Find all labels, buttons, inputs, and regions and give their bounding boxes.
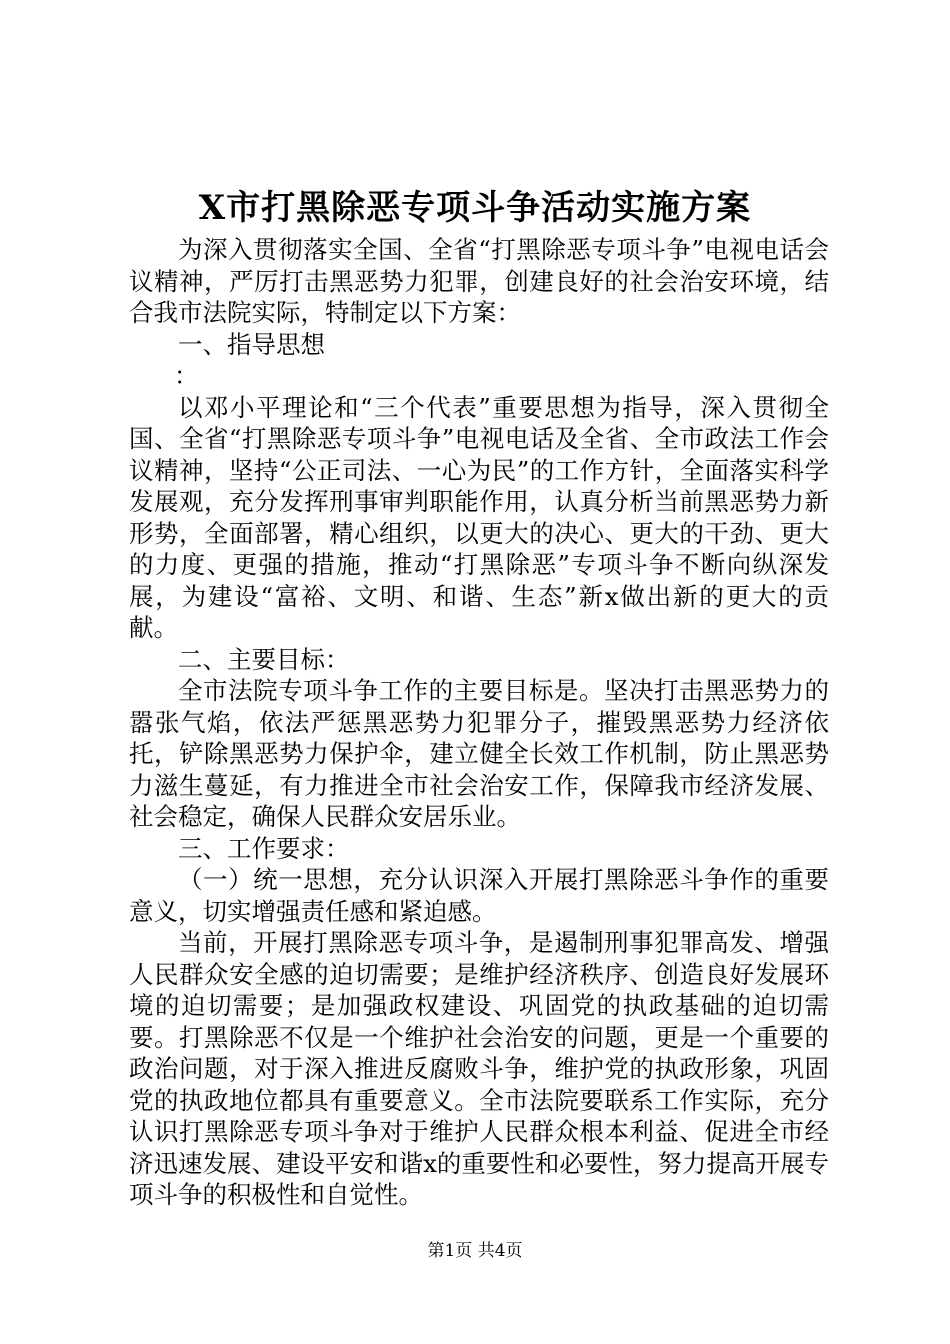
section-heading-work-requirements: 三、工作要求： bbox=[178, 833, 350, 863]
document-body bbox=[129, 234, 829, 1211]
document-title: X市打黑除恶专项斗争活动实施方案 bbox=[198, 188, 752, 228]
requirement-one-heading: （一）统一思想，充分认识深入开展打黑除恶斗争作的重要意义，切实增强责任感和紧迫感。 bbox=[129, 865, 829, 926]
page-number-footer: 第1页 共4页 bbox=[427, 1241, 523, 1261]
section-heading-guiding-ideology: 一、指导思想 bbox=[178, 329, 325, 359]
guiding-ideology-paragraph: 以邓小平理论和“三个代表”重要思想为指导，深入贯彻全国、全省“打黑除恶专项斗争”电视电话及全省、全市政法工作会议精神，坚持“公正司法、一心为民”的工作方针，全面落实科学发展观，充分发挥刑事审判职能作用，认真分析当前黑恶势力新形势，全面部署，精心组织，以更大的决心、更大的干劲、更大的力度、更强的措施，推动“打黑除恶”专项斗争不断向纵深发展，为建设“富裕、文明、和谐、生态”新x做出新的更大的贡献。 bbox=[129, 392, 829, 642]
requirement-one-paragraph: 当前，开展打黑除恶专项斗争，是遏制刑事犯罪高发、增强人民群众安全感的迫切需要；是维护经济秩序、创造良好发展环境的迫切需要；是加强政权建设、巩固党的执政基础的迫切需要。打黑除恶不仅是一个维护社会治安的问题，更是一个重要的政治问题，对于深入推进反腐败斗争，维护党的执政形象，巩固党的执政地位都具有重要意义。全市法院要联系工作实际，充分认识打黑除恶专项斗争对于维护人民群众根本利益、促进全市经济迅速发展、建设平安和谐x的重要性和必要性，努力提高开展专项斗争的积极性和自觉性。 bbox=[129, 928, 829, 1209]
main-goals-paragraph: 全市法院专项斗争工作的主要目标是。坚决打击黑恶势力的嚣张气焰，依法严惩黑恶势力犯罪分子，摧毁黑恶势力经济依托，铲除黑恶势力保护伞，建立健全长效工作机制，防止黑恶势力滋生蔓延，有力推进全市社会治安工作，保障我市经济发展、社会稳定，确保人民群众安居乐业。 bbox=[129, 676, 829, 831]
intro-paragraph: 为深入贯彻落实全国、全省“打黑除恶专项斗争”电视电话会议精神，严厉打击黑恶势力犯罪，创建良好的社会治安环境，结合我市法院实际，特制定以下方案： bbox=[129, 235, 829, 327]
section-heading-main-goals: 二、主要目标： bbox=[178, 644, 350, 674]
stray-colon-line: ： bbox=[174, 361, 199, 390]
